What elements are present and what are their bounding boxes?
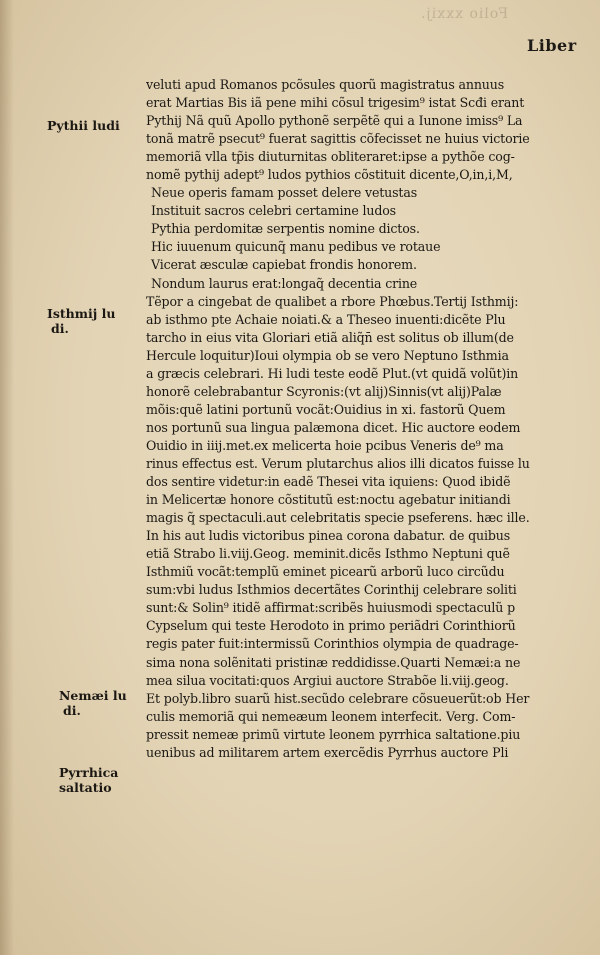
text-line: Hic iuuenum quicunq̃ manu pedibus ve rotaue xyxy=(151,239,441,255)
margin-note-pythii xyxy=(47,118,143,133)
text-line: in Melicertæ honore cõstitutũ est:noctu agebatur initiandi xyxy=(146,492,511,508)
text-line: uenibus ad militarem artem exercẽdis Pyrrhus auctore Pli xyxy=(146,744,509,760)
text-line: Tẽpor a cingebat de qualibet a rbore Phœbus.Tertij Isthmij: xyxy=(146,293,519,309)
text-line: tonã matrẽ psecut⁹ fuerat sagittis cõfecisset ne huius victorie xyxy=(146,131,530,147)
text-line: sima nona solẽnitati pristinæ reddidisse.Quarti Nemæi:a ne xyxy=(146,654,521,670)
text-line: Pythia perdomitæ serpentis nomine dictos. xyxy=(151,221,420,237)
text-line: culis memoriã qui nemeæum leonem interfecit. Verg. Com- xyxy=(146,708,516,724)
margin-note-nemaei xyxy=(47,688,143,718)
text-line: veluti apud Romanos pcõsules quorũ magistratus annuus xyxy=(146,77,505,92)
text-line: memoriã vlla tp̃is diuturnitas obliteraret:ipse a pythõe cog- xyxy=(146,149,515,165)
gutter-shadow xyxy=(0,0,14,955)
bleed-through-text: Folio xxxij. xyxy=(420,6,509,22)
text-line: nomẽ pythij adept⁹ ludos pythios cõstituit dicente,O,in,i,M, xyxy=(146,167,513,183)
running-title: Liber xyxy=(527,36,577,55)
text-line: Neue operis famam posset delere vetustas xyxy=(151,185,418,201)
main-text-block xyxy=(146,76,582,762)
text-line: honorẽ celebrabantur Scyronis:(vt alij)Sinnis(vt alij)Palæ xyxy=(146,383,502,399)
text-line: etiã Strabo li.viij.Geog. meminit.dicẽs Isthmo Neptuni quẽ xyxy=(146,546,510,562)
margin-note-line: saltatio xyxy=(59,780,112,795)
margin-note-line: Nemæi lu xyxy=(59,688,127,703)
text-line: pressit nemeæ primũ virtute leonem pyrrhica saltatione.piu xyxy=(146,726,521,742)
text-line: Instituit sacros celebri certamine ludos xyxy=(151,203,396,219)
text-line: mea silua vocitati:quos Argiui auctore Strabõe li.viij.geog. xyxy=(146,672,509,688)
margin-note-line: di. xyxy=(63,703,81,718)
text-line: Vicerat æsculæ capiebat frondis honorem. xyxy=(151,257,417,273)
text-line: Cypselum qui teste Herodoto in primo periãdri Corinthiorũ xyxy=(146,618,516,634)
text-line: erat Martias Bis iã pene mihi cõsul trigesim⁹ istat Scđi erant xyxy=(146,95,525,111)
text-line: sunt:& Solin⁹ itidẽ affirmat:scribẽs huiusmodi spectaculũ p xyxy=(146,600,515,616)
text-line: dos sentire videtur:in eadẽ Thesei vita iquiens: Quod ibidẽ xyxy=(146,474,511,490)
text-line: a græcis celebrari. Hi ludi teste eodẽ Plut.(vt quidã volũt)in xyxy=(146,365,519,381)
text-line: ab isthmo pte Achaie noiati.& a Theseo inuenti:dicẽte Plu xyxy=(146,311,506,327)
margin-note-line: Pythii ludi xyxy=(47,118,120,133)
text-line: Pythij Nã quũ Apollo pythonẽ serpẽtẽ qui a Iunone imiss⁹ La xyxy=(146,113,523,129)
text-line: rinus effectus est. Verum plutarchus alios illi dicatos fuisse lu xyxy=(146,455,530,471)
margin-note-isthmii xyxy=(47,306,143,336)
text-line: regis pater fuit:intermissũ Corinthios olympia de quadrage- xyxy=(146,636,519,652)
text-line: tarcho in eius vita Gloriari etiã aliq̃n̄ est solitus ob illum(de xyxy=(146,329,514,345)
margin-note-pyrrhica xyxy=(47,765,143,795)
margin-note-line: di. xyxy=(51,321,69,336)
margin-note-line: Isthmij lu xyxy=(47,306,116,321)
text-line: In his aut ludis victoribus pinea corona dabatur. de quibus xyxy=(146,528,511,544)
text-line: nos portunũ sua lingua palæmona dicet. Hic auctore eodem xyxy=(146,419,521,435)
text-line: Isthmiũ vocãt:templũ eminet picearũ arborũ luco circũdu xyxy=(146,564,505,580)
text-line: Nondum laurus erat:longaq̃ decentia crine xyxy=(151,275,418,291)
margin-note-line: Pyrrhica xyxy=(59,765,119,780)
text-line: mõis:quẽ latini portunũ vocãt:Ouidius in xi. fastorũ Quem xyxy=(146,401,506,417)
text-line: Hercule loquitur)Ioui olympia ob se vero Neptuno Isthmia xyxy=(146,347,509,363)
text-line: sum:vbi ludus Isthmios decertãtes Corinthij celebrare soliti xyxy=(146,582,517,598)
text-line: magis q̃ spectaculi.aut celebritatis specie pseferens. hæc ille. xyxy=(146,510,530,526)
text-line: Ouidio in iiij.met.ex melicerta hoie pcibus Veneris de⁹ ma xyxy=(146,437,504,453)
text-line: Et polyb.libro suarũ hist.secũdo celebrare cõsueuerũt:ob Her xyxy=(146,690,530,706)
